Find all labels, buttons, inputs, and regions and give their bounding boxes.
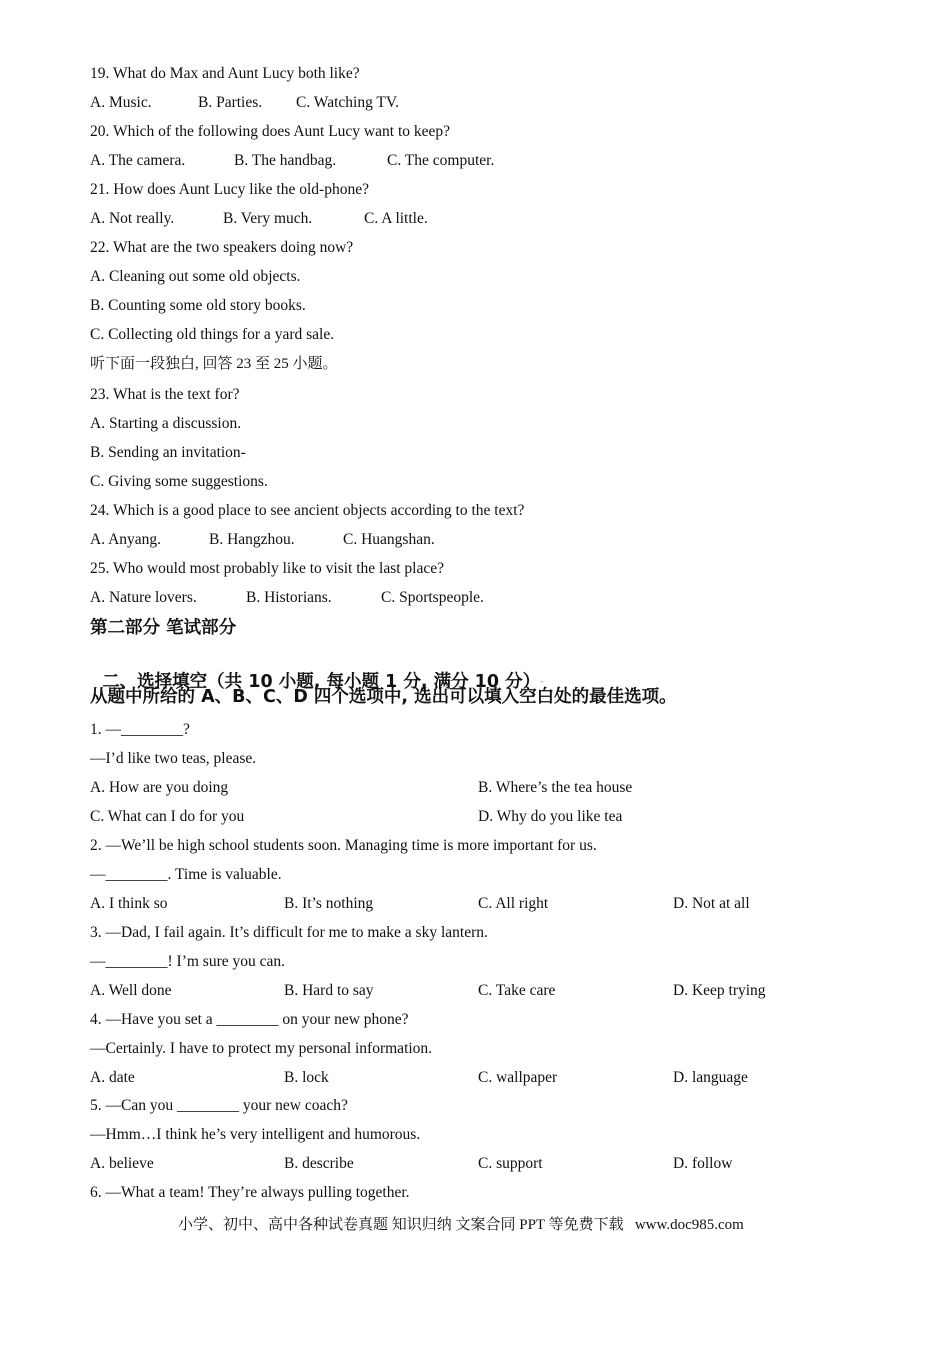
q20-option-a: A. The camera. <box>90 152 186 169</box>
q4-option-a: A. date <box>90 1069 135 1086</box>
q21-option-a: A. Not really. <box>90 210 175 227</box>
q25-option-a: A. Nature lovers. <box>90 589 197 606</box>
q5-option-d: D. follow <box>673 1155 733 1172</box>
q25-stem: 25. Who would most probably like to visit the last place? <box>90 560 445 577</box>
section-instruction: 从题中所给的 A、B、C、D 四个选项中, 选出可以填入空白处的最佳选项。 <box>90 687 677 707</box>
q5-line1: 5. —Can you ________ your new coach? <box>90 1097 348 1114</box>
q3-option-d: D. Keep trying <box>673 982 766 999</box>
q19-option-a: A. Music. <box>90 94 152 111</box>
q20-stem: 20. Which of the following does Aunt Lucy want to keep? <box>90 123 451 140</box>
q3-option-c: C. Take care <box>478 982 556 999</box>
q19-option-c: C. Watching TV. <box>296 94 399 111</box>
q25-option-c: C. Sportspeople. <box>381 589 484 606</box>
q2-option-a: A. I think so <box>90 895 168 912</box>
q1-option-c: C. What can I do for you <box>90 808 245 825</box>
q4-line2: —Certainly. I have to protect my personal information. <box>90 1040 433 1057</box>
q24-option-c: C. Huangshan. <box>343 531 435 548</box>
q21-option-c: C. A little. <box>364 210 428 227</box>
q19-option-b: B. Parties. <box>198 94 263 111</box>
q24-option-b: B. Hangzhou. <box>209 531 295 548</box>
q23-option-c: C. Giving some suggestions. <box>90 473 268 490</box>
q20-option-b: B. The handbag. <box>234 152 337 169</box>
q22-stem: 22. What are the two speakers doing now? <box>90 239 354 256</box>
q3-line2: —________! I’m sure you can. <box>90 953 285 970</box>
q1-line2: —I’d like two teas, please. <box>90 750 257 767</box>
q4-option-b: B. lock <box>284 1069 329 1086</box>
q19-stem: 19. What do Max and Aunt Lucy both like? <box>90 65 360 82</box>
q4-line1: 4. —Have you set a ________ on your new phone? <box>90 1011 409 1028</box>
q1-option-a: A. How are you doing <box>90 779 229 796</box>
page-footer: 小学、初中、高中各种试卷真题 知识归纳 文案合同 PPT 等免费下载 www.doc985.com <box>178 1217 744 1233</box>
q24-option-a: A. Anyang. <box>90 531 162 548</box>
q23-stem: 23. What is the text for? <box>90 386 240 403</box>
q1-option-d: D. Why do you like tea <box>478 808 623 825</box>
section-title-mark: - <box>540 677 544 687</box>
section-title <box>90 652 543 692</box>
q5-line2: —Hmm…I think he’s very intelligent and humorous. <box>90 1126 421 1143</box>
q2-option-c: C. All right <box>478 895 549 912</box>
q24-stem: 24. Which is a good place to see ancient objects according to the text? <box>90 502 525 519</box>
part-title: 第二部分 笔试部分 <box>90 618 237 638</box>
q22-option-b: B. Counting some old story books. <box>90 297 306 314</box>
q1-line1: 1. —________? <box>90 721 190 738</box>
q2-option-d: D. Not at all <box>673 895 750 912</box>
q3-line1: 3. —Dad, I fail again. It’s difficult for me to make a sky lantern. <box>90 924 488 941</box>
monologue-instruction: 听下面一段独白, 回答 23 至 25 小题。 <box>90 356 338 372</box>
q22-option-c: C. Collecting old things for a yard sale. <box>90 326 335 343</box>
q23-option-b: B. Sending an invitation- <box>90 444 246 461</box>
q21-stem: 21. How does Aunt Lucy like the old-phone? <box>90 181 369 198</box>
q1-option-b: B. Where’s the tea house <box>478 779 633 796</box>
q21-option-b: B. Very much. <box>223 210 313 227</box>
q25-option-b: B. Historians. <box>246 589 332 606</box>
q3-option-b: B. Hard to say <box>284 982 374 999</box>
q6-line1: 6. —What a team! They’re always pulling together. <box>90 1184 410 1201</box>
q5-option-c: C. support <box>478 1155 543 1172</box>
section-title-text: 二、选择填空（共 10 小题, 每小题 1 分, 满分 10 分） <box>102 672 541 692</box>
q2-line1: 2. —We’ll be high school students soon. Managing time is more important for us. <box>90 837 597 854</box>
q22-option-a: A. Cleaning out some old objects. <box>90 268 301 285</box>
q5-option-b: B. describe <box>284 1155 354 1172</box>
q4-option-d: D. language <box>673 1069 748 1086</box>
q20-option-c: C. The computer. <box>387 152 495 169</box>
q4-option-c: C. wallpaper <box>478 1069 558 1086</box>
q2-line2: —________. Time is valuable. <box>90 866 282 883</box>
q2-option-b: B. It’s nothing <box>284 895 374 912</box>
q3-option-a: A. Well done <box>90 982 172 999</box>
q23-option-a: A. Starting a discussion. <box>90 415 242 432</box>
q5-option-a: A. believe <box>90 1155 154 1172</box>
